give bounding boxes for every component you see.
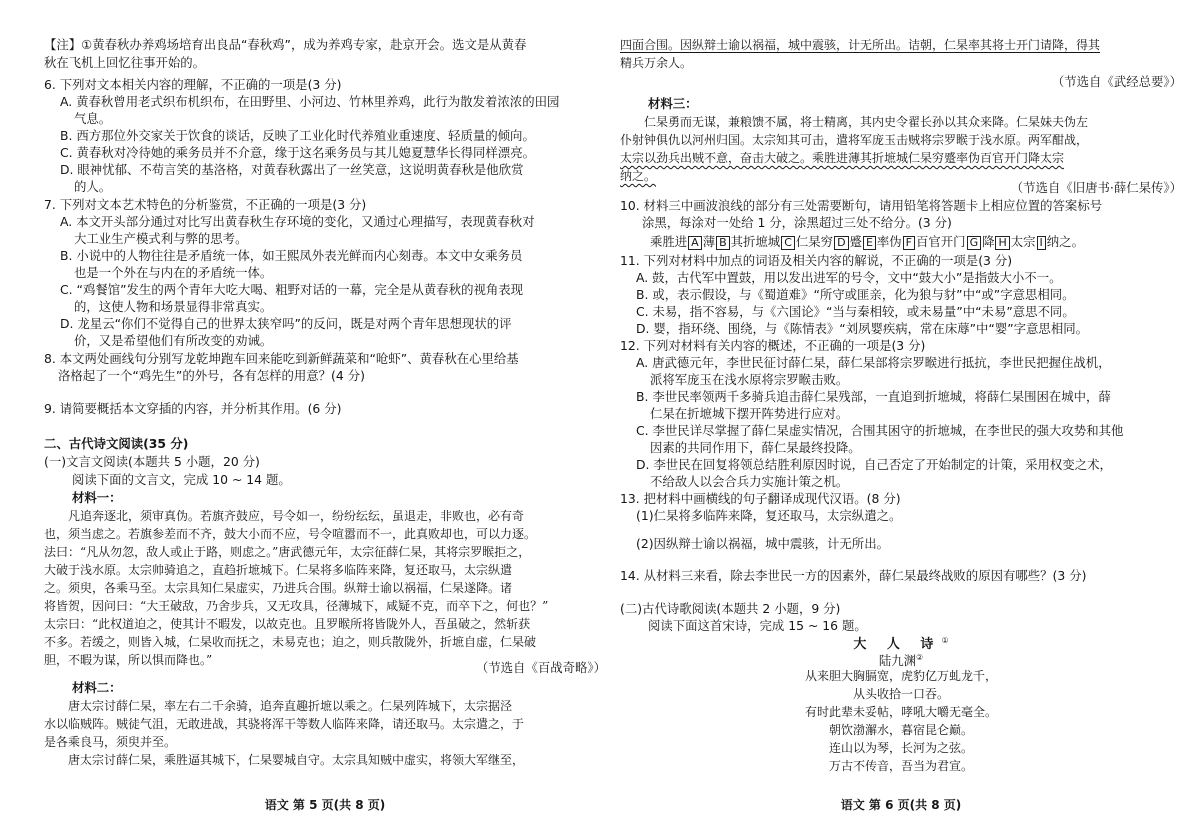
answer-box[interactable]: G xyxy=(967,236,982,250)
answer-box[interactable]: C xyxy=(781,236,795,250)
poem-line: 从头收拾一口吞。 xyxy=(852,687,949,701)
option-c: C. 黄春秋对冷待她的乘务员并不介意，缘于这名乘务员与其儿媳夏慧华长得同样漂亮。 xyxy=(60,145,535,160)
text-line: 唐太宗讨薛仁杲，乘胜逼其城下，仁杲婴城自守。太宗具知贼中虚实，将领大军继至， xyxy=(68,753,525,767)
text-line: 也，须当虑之。若旗参差而不齐，鼓大小而不应，号令喧嚣而不一，此真败却也，可以力逐。 xyxy=(44,527,537,541)
seq-text: 降 xyxy=(982,234,995,249)
page-footer: 语文 第 6 页(共 8 页) xyxy=(840,798,962,812)
option-d: D. 眼神忧郁、不苟言笑的基洛格，对黄春秋露出了一丝笑意，这说明黄春秋是他欣赏 xyxy=(60,162,524,177)
material-2-title: 材料二： xyxy=(72,680,122,695)
material-1-title: 材料一： xyxy=(72,490,122,505)
question-9: 9. 请简要概括本文穿插的内容，并分析其作用。(6 分) xyxy=(44,401,342,416)
material-3-title: 材料三： xyxy=(648,96,698,111)
text-line: 是各乘良马，须臾并至。 xyxy=(44,735,177,749)
option-d: D. 龙星云“你们不觉得自己的世界太狭窄吗”的反问，既是对两个青年思想现状的评 xyxy=(60,316,512,331)
question-stem: 7. 下列对文本艺术特色的分析鉴赏，不正确的一项是(3 分) xyxy=(44,197,367,212)
question-stem: 13. 把材料中画横线的句子翻译成现代汉语。(8 分) xyxy=(620,491,901,506)
text-line: 精兵万余人。 xyxy=(620,56,693,70)
answer-box[interactable]: A xyxy=(688,236,702,250)
option-d-cont: 不给敌人以会合兵力实施计策之机。 xyxy=(650,474,849,489)
answer-sequence xyxy=(650,234,1084,250)
option-b: B. 李世民率领两千多骑兵追击薛仁杲残部，一直追到折墌城，将薛仁杲围困在城中，薛 xyxy=(636,389,1111,404)
subsection-heading: (二)古代诗歌阅读(本题共 2 小题，9 分) xyxy=(620,601,841,616)
option-b: B. 西方那位外交家关于饮食的谈话，反映了工业化时代养殖业重速度、轻质量的倾向。 xyxy=(60,128,535,143)
answer-box[interactable]: B xyxy=(716,236,730,250)
question-stem-cont: 洛格起了一个“鸡先生”的外号，各有怎样的用意？(4 分) xyxy=(58,368,365,383)
option-d: D. 李世民在回复将领总结胜利原因时说，自己否定了开始制定的计策，采用权变之术， xyxy=(636,457,1112,472)
text-line: 水以临贼阵。贼徒气沮，无敢进战，其骁将浑干等数人临阵来降，请还取马。太宗遣之，于 xyxy=(44,717,525,731)
option-c-cont: 的，这使人物和场景显得非常真实。 xyxy=(74,299,273,314)
text-line: 将皆贺，因问曰：“大王破敌，乃舍步兵，又无攻具，径薄城下，咸疑不克，而卒下之，何也？” xyxy=(44,599,549,613)
note-line: 【注】①黄春秋办养鸡场培育出良品“春秋鸡”，成为养鸡专家，赴京开会。选文是从黄春 xyxy=(44,37,527,52)
text-line: 之。须臾，各乘马至。太宗具知仁杲虚实，乃进兵合围。纵辩士谕以祸福，仁杲遂降。诸 xyxy=(44,581,513,595)
option-d: D. 婴，指环绕、围绕，与《陈情表》“刘夙婴疾病，常在床蓐”中“婴”字意思相同。 xyxy=(636,321,1088,336)
seq-text: 率伪 xyxy=(876,234,902,249)
question-stem: 11. 下列对材料中加点的词语及相关内容的解说，不正确的一项是(3 分) xyxy=(620,253,1013,268)
text-line: 胆，不暇为谋，所以惧而降也。” xyxy=(44,653,213,667)
instructions: 阅读下面的文言文，完成 10 ~ 14 题。 xyxy=(72,472,291,487)
subsection-heading: (一)文言文阅读(本题共 5 小题，20 分) xyxy=(44,454,260,469)
seq-text: 太宗 xyxy=(1010,234,1036,249)
left-page xyxy=(44,0,606,833)
seq-text: 薄 xyxy=(702,234,716,249)
question-stem: 6. 下列对文本相关内容的理解，不正确的一项是(3 分) xyxy=(44,77,342,92)
option-d-cont: 的人。 xyxy=(74,179,112,194)
answer-box[interactable]: I xyxy=(1037,236,1046,250)
option-c-cont: 因素的共同作用下，薛仁杲最终投降。 xyxy=(650,440,861,455)
option-b: B. 或，表示假设，与《蜀道难》“所守或匪亲，化为狼与豺”中“或”字意思相同。 xyxy=(636,287,1075,302)
poem-author-text: 陆九渊 xyxy=(878,653,916,669)
seq-text: 仁杲穷 xyxy=(795,234,834,249)
text-line: 仆射钟俱仇以河州归国。太宗知其可击，遣将军庞玉击贼将宗罗睺于浅水原。两军酣战， xyxy=(620,133,1089,147)
material-1-source: （节选自《百战奇略》） xyxy=(475,660,606,675)
wavy-underlined-text: 太宗以劲兵出贼不意，奋击大破之。乘胜进薄其折墌城仁杲穷蹙率伪百官开门降太宗 xyxy=(620,151,1065,165)
text-line: 仁杲勇而无谋，兼粮馈不属，将士精离，其内史令翟长孙以其众来降。仁杲妹夫伪左 xyxy=(644,115,1089,129)
right-page xyxy=(620,0,1182,833)
option-a: A. 本文开头部分通过对比写出黄春秋生存环境的变化，又通过心理描写，表现黄春秋对 xyxy=(60,214,535,229)
option-a-cont: 大工业生产模式利与弊的思考。 xyxy=(74,231,248,246)
answer-box[interactable]: F xyxy=(903,236,915,250)
material-2-source: （节选自《武经总要》） xyxy=(1051,74,1182,89)
answer-box[interactable]: H xyxy=(995,236,1009,250)
poem-line: 连山以为琴，长河为之弦。 xyxy=(828,741,973,755)
question-stem: 10. 材料三中画波浪线的部分有三处需要断句，请用铅笔将答题卡上相应位置的答案标号 xyxy=(620,198,1103,213)
question-stem-cont: 涂黑，每涂对一处给 1 分，涂黑超过三处不给分。(3 分) xyxy=(642,215,952,230)
text-line: 凡追奔逐北，须审真伪。若旗齐鼓应，号令如一，纷纷纭纭，虽退走，非败也，必有奇 xyxy=(68,509,525,523)
wavy-underlined-text: 纳之。 xyxy=(620,169,657,183)
footnote-mark: ① xyxy=(941,636,949,645)
footnote-mark: ② xyxy=(916,653,924,662)
seq-text: 纳之。 xyxy=(1046,234,1084,249)
seq-text: 百官开门 xyxy=(916,234,966,249)
note-line: 秋在飞机上回忆往事开始的。 xyxy=(44,55,206,70)
option-c: C. 李世民详尽掌握了薛仁杲虚实情况，合围其困守的折墌城，在李世民的强大攻势和其他 xyxy=(636,423,1124,438)
text-line: 唐太宗讨薛仁杲，率左右二千余骑，追奔直趣折墌以乘之。仁杲列阵城下，太宗据泾 xyxy=(68,699,513,713)
instructions: 阅读下面这首宋诗，完成 15 ~ 16 题。 xyxy=(648,618,867,633)
seq-text: 乘胜进 xyxy=(650,234,688,249)
answer-box[interactable]: E xyxy=(863,236,876,250)
answer-box[interactable]: D xyxy=(834,236,848,250)
question-14: 14. 从材料三来看，除去李世民一方的因素外，薛仁杲最终战败的原因有哪些？(3 分) xyxy=(620,568,1087,583)
text-segment: 大破于浅水原。太宗帅骑追之，直趋折墌城下。仁杲将多临阵来降，复还取马，太宗纵遣 xyxy=(44,563,513,577)
poem-line: 从来胆大胸膈宽，虎豹亿万虬龙千， xyxy=(804,669,997,683)
option-b-cont: 仁杲在折墌城下摆开阵势进行应对。 xyxy=(650,406,849,421)
option-a: A. 鼓，古代军中置鼓，用以发出进军的号令，文中“鼓大小”是指鼓大小不一。 xyxy=(636,270,1062,285)
option-b: B. 小说中的人物往往是矛盾统一体，如王熙凤外表光鲜而内心刻毒。本文中女乘务员 xyxy=(60,248,523,263)
seq-text: 蹙 xyxy=(849,234,862,249)
text-line xyxy=(620,37,1100,53)
page-footer: 语文 第 5 页(共 8 页) xyxy=(264,798,386,812)
section-heading: 二、古代诗文阅读(35 分) xyxy=(44,436,189,451)
sentence-1: (1)仁杲将多临阵来降，复还取马，太宗纵遣之。 xyxy=(636,508,902,523)
poem-line: 朝饮渤澥水，暮宿昆仑巅。 xyxy=(828,723,973,737)
poem-line: 有时此辈未妥帖，哮吼大嚼无毫全。 xyxy=(804,705,997,719)
question-stem: 12. 下列对材料有关内容的概述，不正确的一项是(3 分) xyxy=(620,338,926,353)
option-c: C. 未易，指不容易，与《六国论》“当与秦相较，或未易量”中“未易”意思不同。 xyxy=(636,304,1075,319)
text-line xyxy=(44,562,512,578)
text-line: 太宗曰：“此权道迫之，使其计不暇发，以故克也。且罗睺所将皆陇外人，吾虽破之，然斩获 xyxy=(44,617,531,631)
option-a: A. 黄春秋曾用老式织布机织布，在田野里、小河边、竹林里养鸡，此行为散发着浓浓的田园 xyxy=(60,94,560,109)
option-d-cont: 价，又是希望他们有所改变的劝诫。 xyxy=(74,333,273,348)
seq-text: 其折墌城 xyxy=(730,234,781,249)
poem-title-text: 大 人 诗 xyxy=(853,637,942,653)
option-b-cont: 也是一个外在与内在的矛盾统一体。 xyxy=(74,265,273,280)
option-a: A. 唐武德元年，李世民征讨薛仁杲，薛仁杲部将宗罗睺进行抵抗，李世民把握住战机， xyxy=(636,355,1111,370)
option-a-cont: 气息。 xyxy=(74,111,112,126)
option-c: C. “鸡餐馆”发生的两个青年大吃大喝、粗野对话的一幕，完全是从黄春秋的视角表现 xyxy=(60,282,524,297)
question-stem: 8. 本文两处画线句分别写龙乾坤跑车回来能吃到新鲜蔬菜和“呛虾”、黄春秋在心里给基 xyxy=(44,351,519,366)
poem-author xyxy=(620,650,1182,669)
text-line: 法曰：“凡从勿忽，敌人或止于路，则虑之。”唐武德元年，太宗征薛仁杲，其将宗罗睺拒之， xyxy=(44,545,531,559)
material-3-source: （节选自《旧唐书·薛仁杲传》） xyxy=(1010,180,1182,195)
text-line: 不多。若缓之，则皆入城，仁杲收而抚之，未易克也；迫之，则兵散陇外，折墌自虚，仁杲破 xyxy=(44,635,537,649)
sentence-2: (2)因纵辩士谕以祸福，城中震骇，计无所出。 xyxy=(636,536,889,551)
poem-line: 万古不传音，吾当为君宣。 xyxy=(828,759,973,773)
option-a-cont: 派将军庞玉在浅水原将宗罗睺击败。 xyxy=(650,372,849,387)
text-line xyxy=(620,150,1064,166)
underlined-sentence: 四面合围。因纵辩士谕以祸福，城中震骇，计无所出。诘朝，仁杲率其将士开门请降，得其 xyxy=(620,38,1101,52)
